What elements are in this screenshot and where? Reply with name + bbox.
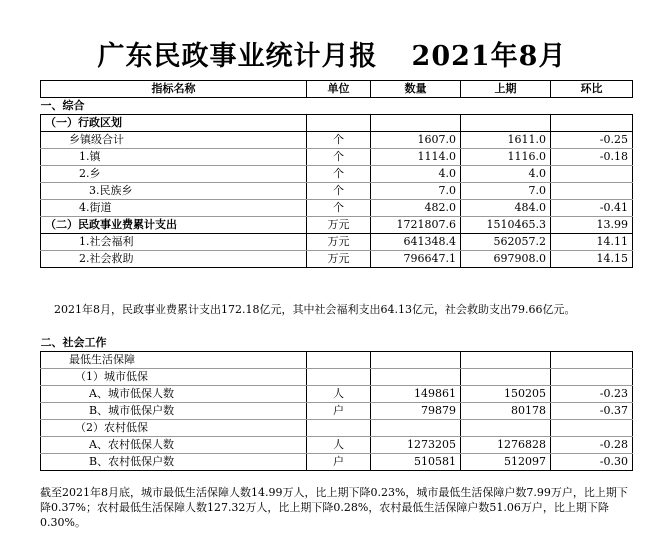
row-unit: 万元 xyxy=(307,234,371,251)
report-title xyxy=(0,34,664,73)
row-name: 1.镇 xyxy=(41,149,307,166)
table-row xyxy=(41,149,633,166)
row-mom: -0.28 xyxy=(551,437,633,454)
row-unit: 个 xyxy=(307,166,371,183)
row-mom: -0.30 xyxy=(551,454,633,471)
row-name: 3.民族乡 xyxy=(41,183,307,200)
row-mom: -0.37 xyxy=(551,403,633,420)
row-qty: 149861 xyxy=(371,386,461,403)
table-header-row xyxy=(41,81,633,98)
row-unit: 个 xyxy=(307,200,371,217)
row-unit: 个 xyxy=(307,149,371,166)
row-name: B、农村低保户数 xyxy=(41,454,307,471)
row-mom: -0.25 xyxy=(551,132,633,149)
header-qty: 数量 xyxy=(371,81,461,98)
table-row xyxy=(41,437,633,454)
row-qty: 510581 xyxy=(371,454,461,471)
row-prev: 1611.0 xyxy=(461,132,551,149)
section1-label: 一、综合 xyxy=(41,98,633,115)
table-row xyxy=(41,386,633,403)
row-mom: 14.11 xyxy=(551,234,633,251)
row-mom: 14.15 xyxy=(551,251,633,268)
row-prev: 80178 xyxy=(461,403,551,420)
row-unit: 个 xyxy=(307,183,371,200)
report-title-period: 2021年8月 xyxy=(411,41,567,72)
row-mom xyxy=(551,183,633,200)
row-mom: -0.23 xyxy=(551,386,633,403)
group-row xyxy=(41,352,633,369)
subsection-row xyxy=(41,115,633,132)
row-name: A、农村低保人数 xyxy=(41,437,307,454)
table-row xyxy=(41,200,633,217)
row-prev: 150205 xyxy=(461,386,551,403)
table-row xyxy=(41,166,633,183)
row-qty: 79879 xyxy=(371,403,461,420)
row-qty: 1607.0 xyxy=(371,132,461,149)
row-prev: 4.0 xyxy=(461,166,551,183)
sub2-unit: 万元 xyxy=(307,217,371,234)
row-name: 乡镇级合计 xyxy=(41,132,307,149)
row-qty: 796647.1 xyxy=(371,251,461,268)
subgroup-row xyxy=(41,369,633,386)
row-unit: 户 xyxy=(307,454,371,471)
row-qty: 482.0 xyxy=(371,200,461,217)
row-qty: 4.0 xyxy=(371,166,461,183)
row-prev: 1116.0 xyxy=(461,149,551,166)
expense-note: 2021年8月，民政事业费累计支出172.18亿元，其中社会福利支出64.13亿元，社会救助支出79.66亿元。 xyxy=(54,303,576,316)
admin-and-expense-table xyxy=(40,80,633,268)
section-heading-row xyxy=(41,98,633,115)
row-prev: 484.0 xyxy=(461,200,551,217)
subsistence-note: 截至2021年8月底，城市最低生活保障人数14.99万人，比上期下降0.23%，城市最低生活保障户数7.99万户，比上期下降0.37%；农村最低生活保障人数127.32万人，比上期下降0.28%，农村最低生活保障户数51.06万户，比上期下降0.30%。 xyxy=(40,486,628,529)
row-prev: 697908.0 xyxy=(461,251,551,268)
row-prev: 7.0 xyxy=(461,183,551,200)
table-row xyxy=(41,183,633,200)
row-unit: 人 xyxy=(307,386,371,403)
report-title-main: 广东民政事业统计月报 xyxy=(97,41,378,72)
header-name: 指标名称 xyxy=(41,81,307,98)
row-name: 4.街道 xyxy=(41,200,307,217)
row-mom: -0.41 xyxy=(551,200,633,217)
row-unit: 户 xyxy=(307,403,371,420)
urban-label: （1）城市低保 xyxy=(41,369,307,386)
sub2-label: （二）民政事业费累计支出 xyxy=(41,217,307,234)
section-heading-row xyxy=(41,335,633,352)
social-work-table xyxy=(40,335,633,471)
row-name: 1.社会福利 xyxy=(41,234,307,251)
row-name: 2.乡 xyxy=(41,166,307,183)
row-mom xyxy=(551,166,633,183)
row-qty: 1114.0 xyxy=(371,149,461,166)
row-prev: 562057.2 xyxy=(461,234,551,251)
header-unit: 单位 xyxy=(307,81,371,98)
header-prev: 上期 xyxy=(461,81,551,98)
row-unit: 人 xyxy=(307,437,371,454)
sub1-label: （一）行政区划 xyxy=(41,115,307,132)
rural-label: （2）农村低保 xyxy=(41,420,307,437)
row-prev: 512097 xyxy=(461,454,551,471)
row-qty: 641348.4 xyxy=(371,234,461,251)
row-qty: 1273205 xyxy=(371,437,461,454)
row-name: A、城市低保人数 xyxy=(41,386,307,403)
row-unit: 个 xyxy=(307,132,371,149)
table-row xyxy=(41,251,633,268)
subgroup-row xyxy=(41,420,633,437)
subsection-row xyxy=(41,217,633,234)
table-row xyxy=(41,234,633,251)
row-name: 2.社会救助 xyxy=(41,251,307,268)
table-row xyxy=(41,132,633,149)
section2-label: 二、社会工作 xyxy=(41,335,633,352)
sub2-prev: 1510465.3 xyxy=(461,217,551,234)
table-row xyxy=(41,403,633,420)
row-mom: -0.18 xyxy=(551,149,633,166)
row-prev: 1276828 xyxy=(461,437,551,454)
row-name: B、城市低保户数 xyxy=(41,403,307,420)
table-row xyxy=(41,454,633,471)
sub2-mom: 13.99 xyxy=(551,217,633,234)
header-mom: 环比 xyxy=(551,81,633,98)
row-qty: 7.0 xyxy=(371,183,461,200)
sub2-qty: 1721807.6 xyxy=(371,217,461,234)
row-unit: 万元 xyxy=(307,251,371,268)
group-label: 最低生活保障 xyxy=(41,352,307,369)
